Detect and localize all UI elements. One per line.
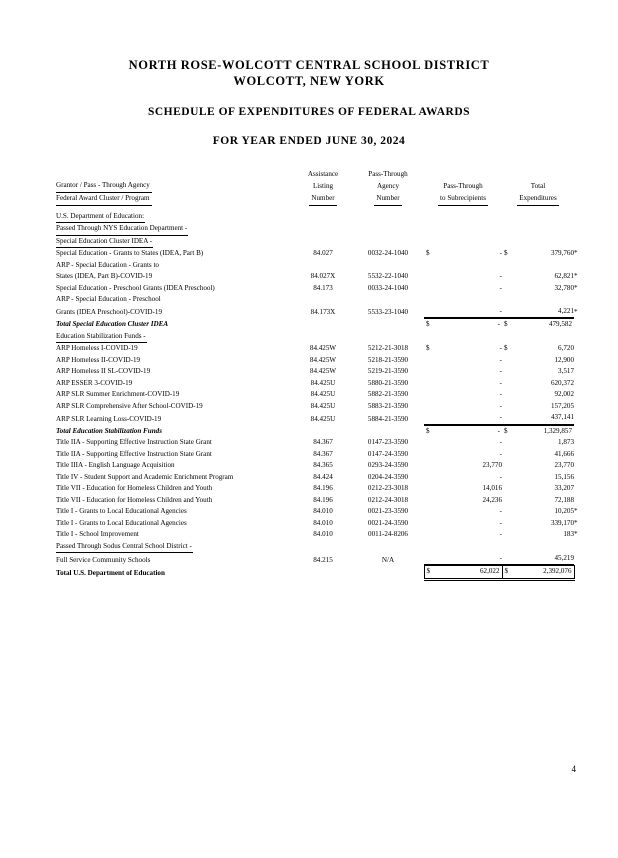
subrecipients-amount: - [499,507,502,516]
table-subtotal-row [56,425,584,437]
program-name: Grants (IDEA Preschool)-COVID-19 [56,308,162,317]
program-name: ARP SLR Summer Enrichment-COVID-19 [56,390,180,399]
total-expenditures-amount: 339,170 [550,518,574,527]
col-subrecipients-line2: to Subrecipients [438,193,488,206]
major-program-asterisk [574,460,584,471]
subrecipients-amount: - [499,449,502,458]
total-expenditures-amount: 92,002 [554,390,574,399]
total-expenditures-amount: 183 [563,530,574,539]
section-label: Passed Through Sodus Central School District - [56,541,294,553]
total-expenditures-amount: $ 2,392,076 [502,566,574,579]
assistance-listing-number: 84.173X [310,308,336,317]
program-name: Title I - Grants to Local Educational Agencies [56,518,187,527]
section-label: U.S. Department of Education: [56,211,294,223]
major-program-asterisk [574,449,584,460]
schedule-title: SCHEDULE OF EXPENDITURES OF FEDERAL AWARDS [147,106,471,118]
major-program-asterisk: * [574,518,578,527]
program-name: Full Service Community Schools [56,555,151,564]
program-name: Title I - Grants to Local Educational Agencies [56,507,187,516]
major-program-asterisk [574,294,584,305]
col-subrecipients-line1: Pass-Through [443,182,483,191]
passthrough-agency-number: 0011-24-8206 [368,530,408,539]
total-expenditures-amount: 62,821 [554,272,574,281]
major-program-asterisk: * [574,272,578,281]
table-row [56,437,584,448]
table-row [56,518,584,529]
passthrough-agency-number: 5219-21-3590 [367,367,409,376]
total-expenditures-amount [502,260,574,271]
total-expenditures-amount: 72,188 [554,495,574,504]
col-assistance-line3: Number [309,193,336,206]
table-row [56,553,584,566]
program-name: ARP SLR Learning Loss-COVID-19 [56,414,162,423]
table-row [56,306,584,319]
passthrough-agency-number: 0021-23-3590 [367,507,409,516]
table-row [56,355,584,366]
col-total-line1: Total [530,182,546,191]
total-expenditures-amount: 15,156 [554,472,574,481]
table-row [56,506,584,517]
table-row [56,389,584,400]
major-program-asterisk [574,260,584,271]
subrecipients-amount: - [499,367,502,376]
assistance-listing-number [294,294,352,305]
major-program-asterisk: * [574,308,578,317]
subrecipients-amount [424,294,502,305]
table-row [56,483,584,494]
passthrough-agency-number: 0147-23-3590 [367,438,409,447]
program-name: Title IV - Student Support and Academic Enrichment Program [56,472,234,481]
passthrough-agency-number: 5212-21-3018 [367,344,409,353]
passthrough-agency-number [352,294,424,305]
col-desc-line2: Federal Award Cluster / Program [56,193,152,205]
major-program-asterisk [574,412,584,425]
total-expenditures-amount: 45,219 [502,553,574,566]
total-label: Total Education Stabilization Funds [56,426,162,435]
schedule-table-wrapper [0,169,618,581]
passthrough-agency-number: 5882-21-3590 [367,390,409,399]
program-name: ARP ESSER 3-COVID-19 [56,378,133,387]
passthrough-agency-number: 5880-21-3590 [367,378,409,387]
assistance-listing-number: 84.196 [313,484,333,493]
subrecipients-amount: - [499,518,502,527]
assistance-listing-number [294,260,352,271]
assistance-listing-number: 84.425W [309,344,337,353]
total-subrecipients-amount: $ 62,022 [424,566,502,579]
passthrough-agency-number: 0032-24-1040 [367,249,409,258]
section-label: Passed Through NYS Education Department - [56,223,294,235]
major-program-asterisk [574,389,584,400]
table-header-row-1 [56,169,584,180]
total-expenditures-amount [502,294,574,305]
passthrough-agency-number: 0021-24-3590 [367,518,409,527]
table-row [56,412,584,425]
table-section-row [56,541,584,553]
passthrough-agency-number: 0204-24-3590 [367,472,409,481]
total-subrecipients-amount: $ - [424,425,502,437]
program-name: ARP Homeless II-COVID-19 [56,355,141,364]
col-passthrough-line2: Agency [376,182,400,191]
col-assistance-line1: Assistance [307,170,339,178]
assistance-listing-number: 84.215 [313,555,333,564]
program-name: ARP - Special Education - Grants to [56,260,159,269]
program-name: ARP SLR Comprehensive After School-COVID-19 [56,401,203,410]
subrecipients-amount: - [499,390,502,399]
major-program-asterisk [574,495,584,506]
subrecipients-amount: - [499,438,502,447]
total-label: Total U.S. Department of Education [56,568,165,577]
total-expenditures-amount: $ 379,760 [504,249,574,258]
table-row [56,472,584,483]
major-program-asterisk [574,401,584,412]
total-expenditures-amount: 1,873 [558,438,574,447]
subrecipients-amount: $ - [426,249,502,258]
table-header-row-2 [56,180,584,192]
subrecipients-amount: - [424,553,502,566]
table-row [56,294,584,305]
document-page [0,58,618,858]
total-expenditures-amount: 10,205 [554,507,574,516]
total-expenditures-amount: 33,207 [554,484,574,493]
program-name: Title I - School Improvement [56,530,139,539]
subrecipients-amount: 14,016 [482,484,502,493]
table-row [56,495,584,506]
assistance-listing-number: 84.425U [310,378,336,387]
subrecipients-amount: - [424,412,502,425]
passthrough-agency-number: 5218-21-3590 [367,355,409,364]
col-desc-line1: Grantor / Pass - Through Agency [56,180,152,192]
table-grandtotal-row [56,566,584,579]
total-expenditures-amount: 620,372 [550,378,574,387]
subrecipients-amount: - [499,530,502,539]
table-section-row [56,211,584,223]
assistance-listing-number: 84.425W [309,355,337,364]
major-program-asterisk [574,437,584,448]
assistance-listing-number: 84.367 [313,438,333,447]
total-expenditures-amount: 4,221 [502,306,574,319]
major-program-asterisk: * [574,249,578,258]
total-expenditures-amount: $ 6,720 [504,344,574,353]
col-passthrough-line3: Number [374,193,401,206]
table-row [56,248,584,259]
assistance-listing-number: 84.027X [310,272,336,281]
assistance-listing-number: 84.425U [310,414,336,423]
program-name: ARP Homeless II SL-COVID-19 [56,367,151,376]
major-program-asterisk [574,553,584,566]
subrecipients-amount: - [499,355,502,364]
total-expenditures-amount: 3,517 [558,367,574,376]
document-header [0,58,618,147]
passthrough-agency-number: 5883-21-3590 [367,401,409,410]
major-program-asterisk [574,343,584,354]
major-program-asterisk: * [574,283,578,292]
table-header [56,169,584,211]
program-name: Special Education - Grants to States (IDEA, Part B) [56,249,204,258]
major-program-asterisk [574,483,584,494]
subrecipients-amount: - [499,401,502,410]
assistance-listing-number: 84.010 [313,507,333,516]
major-program-asterisk: * [574,507,578,516]
table-row [56,260,584,271]
subrecipients-amount: - [499,378,502,387]
passthrough-agency-number: 0212-23-3018 [367,484,409,493]
assistance-listing-number: 84.010 [313,518,333,527]
program-name: Title IIA - Supporting Effective Instruction State Grant [56,449,212,458]
table-subtotal-row [56,319,584,331]
passthrough-agency-number: 5884-21-3590 [367,414,409,423]
assistance-listing-number: 84.010 [313,530,333,539]
total-expenditures-amount: 157,205 [550,401,574,410]
program-name: Special Education - Preschool Grants (IDEA Preschool) [56,283,215,292]
passthrough-agency-number [352,260,424,271]
table-row [56,343,584,354]
major-program-asterisk [574,355,584,366]
schedule-of-expenditures-table [56,169,584,581]
subrecipients-amount [424,260,502,271]
col-assistance-line2: Listing [312,182,334,191]
table-row [56,378,584,389]
total-expenditures-amount: 41,666 [554,449,574,458]
report-period: FOR YEAR ENDED JUNE 30, 2024 [212,135,406,147]
major-program-asterisk [574,366,584,377]
assistance-listing-number: 84.196 [313,495,333,504]
assistance-listing-number: 84.027 [313,249,333,258]
total-expenditures-amount: $ 479,582 [502,319,574,331]
table-row [56,366,584,377]
subrecipients-amount: 23,770 [482,461,502,470]
subrecipients-amount: - [499,283,502,292]
table-body [56,211,584,580]
program-name: Title VII - Education for Homeless Children and Youth [56,484,213,493]
total-expenditures-amount: 12,900 [554,355,574,364]
total-expenditures-amount: $ 1,329,857 [502,425,574,437]
program-name: ARP - Special Education - Preschool [56,295,161,304]
col-passthrough-line1: Pass-Through [368,170,408,178]
major-program-asterisk [574,472,584,483]
assistance-listing-number: 84.367 [313,449,333,458]
total-label: Total Special Education Cluster IDEA [56,320,169,329]
major-program-asterisk: * [574,530,578,539]
total-expenditures-amount: 23,770 [554,461,574,470]
assistance-listing-number: 84.425U [310,401,336,410]
table-section-row [56,331,584,343]
passthrough-agency-number: 5532-22-1040 [367,272,409,281]
program-name: Title VII - Education for Homeless Children and Youth [56,495,213,504]
assistance-listing-number: 84.425W [309,367,337,376]
table-row [56,283,584,294]
table-row [56,271,584,282]
col-total-line2: Expenditures [517,193,558,206]
program-name: Title IIIA - English Language Acquisition [56,461,175,470]
table-section-row [56,236,584,248]
passthrough-agency-number: 0033-24-1040 [367,283,409,292]
program-name: ARP Homeless I-COVID-19 [56,344,138,353]
assistance-listing-number: 84.424 [313,472,333,481]
passthrough-agency-number: 0147-24-3590 [367,449,409,458]
program-name: Title IIA - Supporting Effective Instruction State Grant [56,438,212,447]
table-row [56,401,584,412]
program-name: States (IDEA, Part B)-COVID-19 [56,272,153,281]
subrecipients-amount: - [499,272,502,281]
section-label: Education Stabilization Funds - [56,331,294,343]
passthrough-agency-number: N/A [381,555,395,564]
section-label: Special Education Cluster IDEA - [56,236,294,248]
page-number: 4 [571,764,576,774]
table-row [56,449,584,460]
passthrough-agency-number: 0293-24-3590 [367,461,409,470]
total-subrecipients-amount: $ - [424,319,502,331]
subrecipients-amount: 24,236 [482,495,502,504]
assistance-listing-number: 84.365 [313,461,333,470]
subrecipients-amount: - [499,472,502,481]
assistance-listing-number: 84.173 [313,283,333,292]
passthrough-agency-number: 5533-23-1040 [367,308,409,317]
total-expenditures-amount: 32,780 [554,283,574,292]
subrecipients-amount: - [424,306,502,319]
table-row [56,460,584,471]
table-row [56,529,584,540]
district-location: WOLCOTT, NEW YORK [233,74,385,88]
district-name: NORTH ROSE-WOLCOTT CENTRAL SCHOOL DISTRICT [128,58,490,72]
table-header-row-3 [56,193,584,206]
total-expenditures-amount: 437,141 [502,412,574,425]
assistance-listing-number: 84.425U [310,390,336,399]
passthrough-agency-number: 0212-24-3018 [367,495,409,504]
subrecipients-amount: $ - [426,344,502,353]
table-section-row [56,223,584,235]
major-program-asterisk [574,378,584,389]
